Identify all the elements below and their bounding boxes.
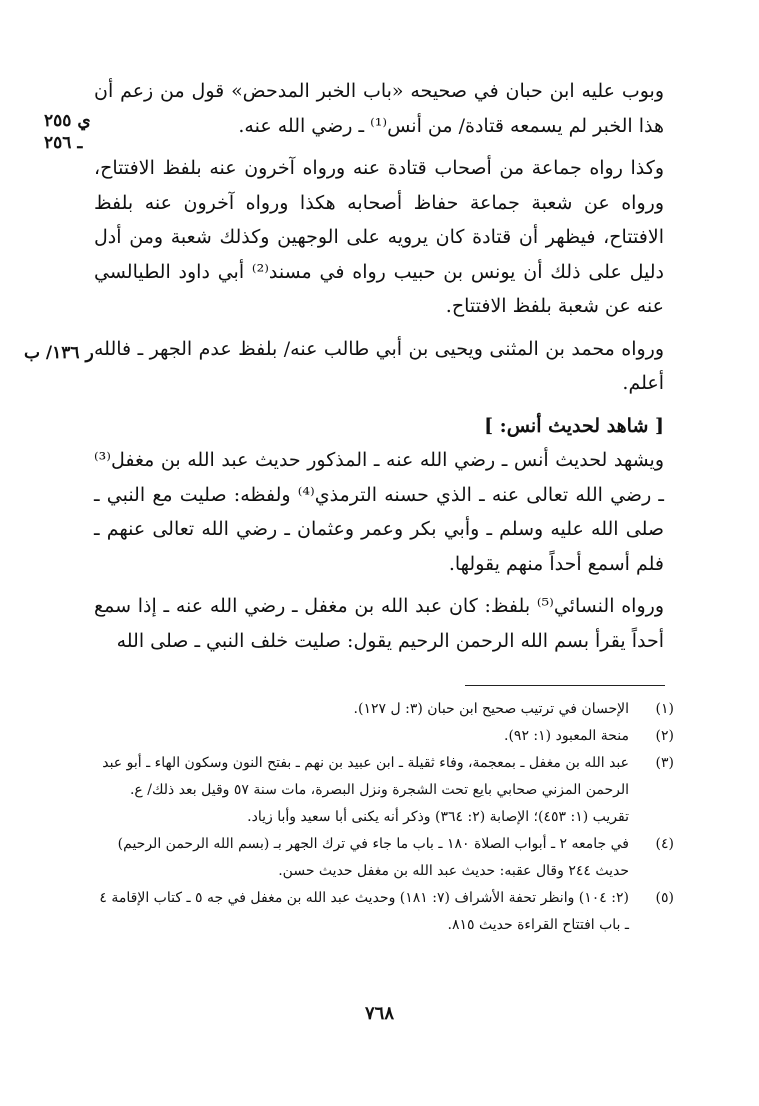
paragraph: وكذا رواه جماعة من أصحاب قتادة عنه ورواه آخرون عنه بلفظ الافتتاح، ورواه عن شعبة جماعة حفاظ أصحابه هكذا ورواه آخرون عنه بلفظ الافتتاح، فيظهر أن قتادة كان يرويه على الوجهين وكذلك شعبة ومن أدل دليل على ذلك أن يونس بن حبيب رواه في مسند⁽²⁾ أبي داود الطيالسي عنه عن شعبة بلفظ الافتتاح. xyxy=(94,157,664,317)
footnote-number: (١) xyxy=(655,701,674,717)
margin-note-page-ref: ي ٢٥٥ xyxy=(44,111,91,131)
footnote-separator xyxy=(465,685,665,686)
footnote-text: منحة المعبود (١: ٩٢). xyxy=(504,728,629,744)
paragraph: ورواه النسائي⁽⁵⁾ بلفظ: كان عبد الله بن مغفل ـ رضي الله عنه ـ إذا سمع أحداً يقرأ بسم الله الرحمن الرحيم يقول: صليت خلف النبي ـ صلى الله xyxy=(94,595,664,652)
margin-note-page-ref: ـ ٢٥٦ xyxy=(44,133,83,153)
footnote xyxy=(94,723,674,750)
footnote-continuation: تقريب (١: ٤٥٣)؛ الإصابة (٢: ٣٦٤) وذكر أنه يكنى أبا سعيد وأبا زياد. xyxy=(247,809,629,825)
paragraph: وبوب عليه ابن حبان في صحيحه «باب الخبر المدحض» قول من زعم أن هذا الخبر لم يسمعه قتادة/ من أنس⁽¹⁾ ـ رضي الله عنه. xyxy=(94,80,664,137)
main-text xyxy=(94,74,664,658)
footnote-text: الإحسان في ترتيب صحيح ابن حبان (٣: ل ١٢٧). xyxy=(353,701,629,717)
footnote-number: (٥) xyxy=(655,890,674,906)
footnote-number: (٢) xyxy=(655,728,674,744)
footnote xyxy=(94,831,674,885)
footnote xyxy=(94,696,674,723)
footnote xyxy=(94,750,674,831)
footnote xyxy=(94,885,674,939)
footnote-text: (٢: ١٠٤) وانظر تحفة الأشراف (٧: ١٨١) وحديث عبد الله بن مغفل في جه ٥ ـ كتاب الإقامة ٤ ـ باب افتتاح القراءة حديث ٨١٥. xyxy=(99,890,629,933)
page-number: ٧٦٨ xyxy=(364,1003,394,1024)
footnote-number: (٤) xyxy=(655,836,674,852)
paragraph: ويشهد لحديث أنس ـ رضي الله عنه ـ المذكور حديث عبد الله بن مغفل⁽³⁾ ـ رضي الله تعالى عنه ـ الذي حسنه الترمذي⁽⁴⁾ ولفظه: صليت مع النبي ـ صلى الله عليه وسلم ـ وأبي بكر وعمر وعثمان ـ رضي الله تعالى عنهم ـ فلم أسمع أحداً منهم يقولها. xyxy=(94,449,664,575)
section-heading: [ شاهد لحديث أنس: ] xyxy=(484,414,664,437)
footnote-number: (٣) xyxy=(655,755,674,771)
footnote-text: عبد الله بن مغفل ـ بمعجمة، وفاء ثقيلة ـ ابن عبيد بن نهم ـ بفتح النون وسكون الهاء ـ أبو عبد الرحمن المزني صحابي بايع تحت الشجرة ونزل البصرة، مات سنة ٥٧ وقيل بعد ذلك/ ع. xyxy=(102,755,629,798)
footnotes xyxy=(94,696,674,939)
paragraph: ورواه محمد بن المثنى ويحيى بن أبي طالب عنه/ بلفظ عدم الجهر ـ فالله أعلم. xyxy=(94,337,664,394)
footnote-text: في جامعه ٢ ـ أبواب الصلاة ١٨٠ ـ باب ما جاء في ترك الجهر بـ (بسم الله الرحمن الرحيم) حديث ٢٤٤ وقال عقبه: حديث عبد الله بن مغفل حديث حسن. xyxy=(117,836,629,879)
margin-note-manuscript-ref: ر ١٣٦/ ب xyxy=(24,343,94,363)
